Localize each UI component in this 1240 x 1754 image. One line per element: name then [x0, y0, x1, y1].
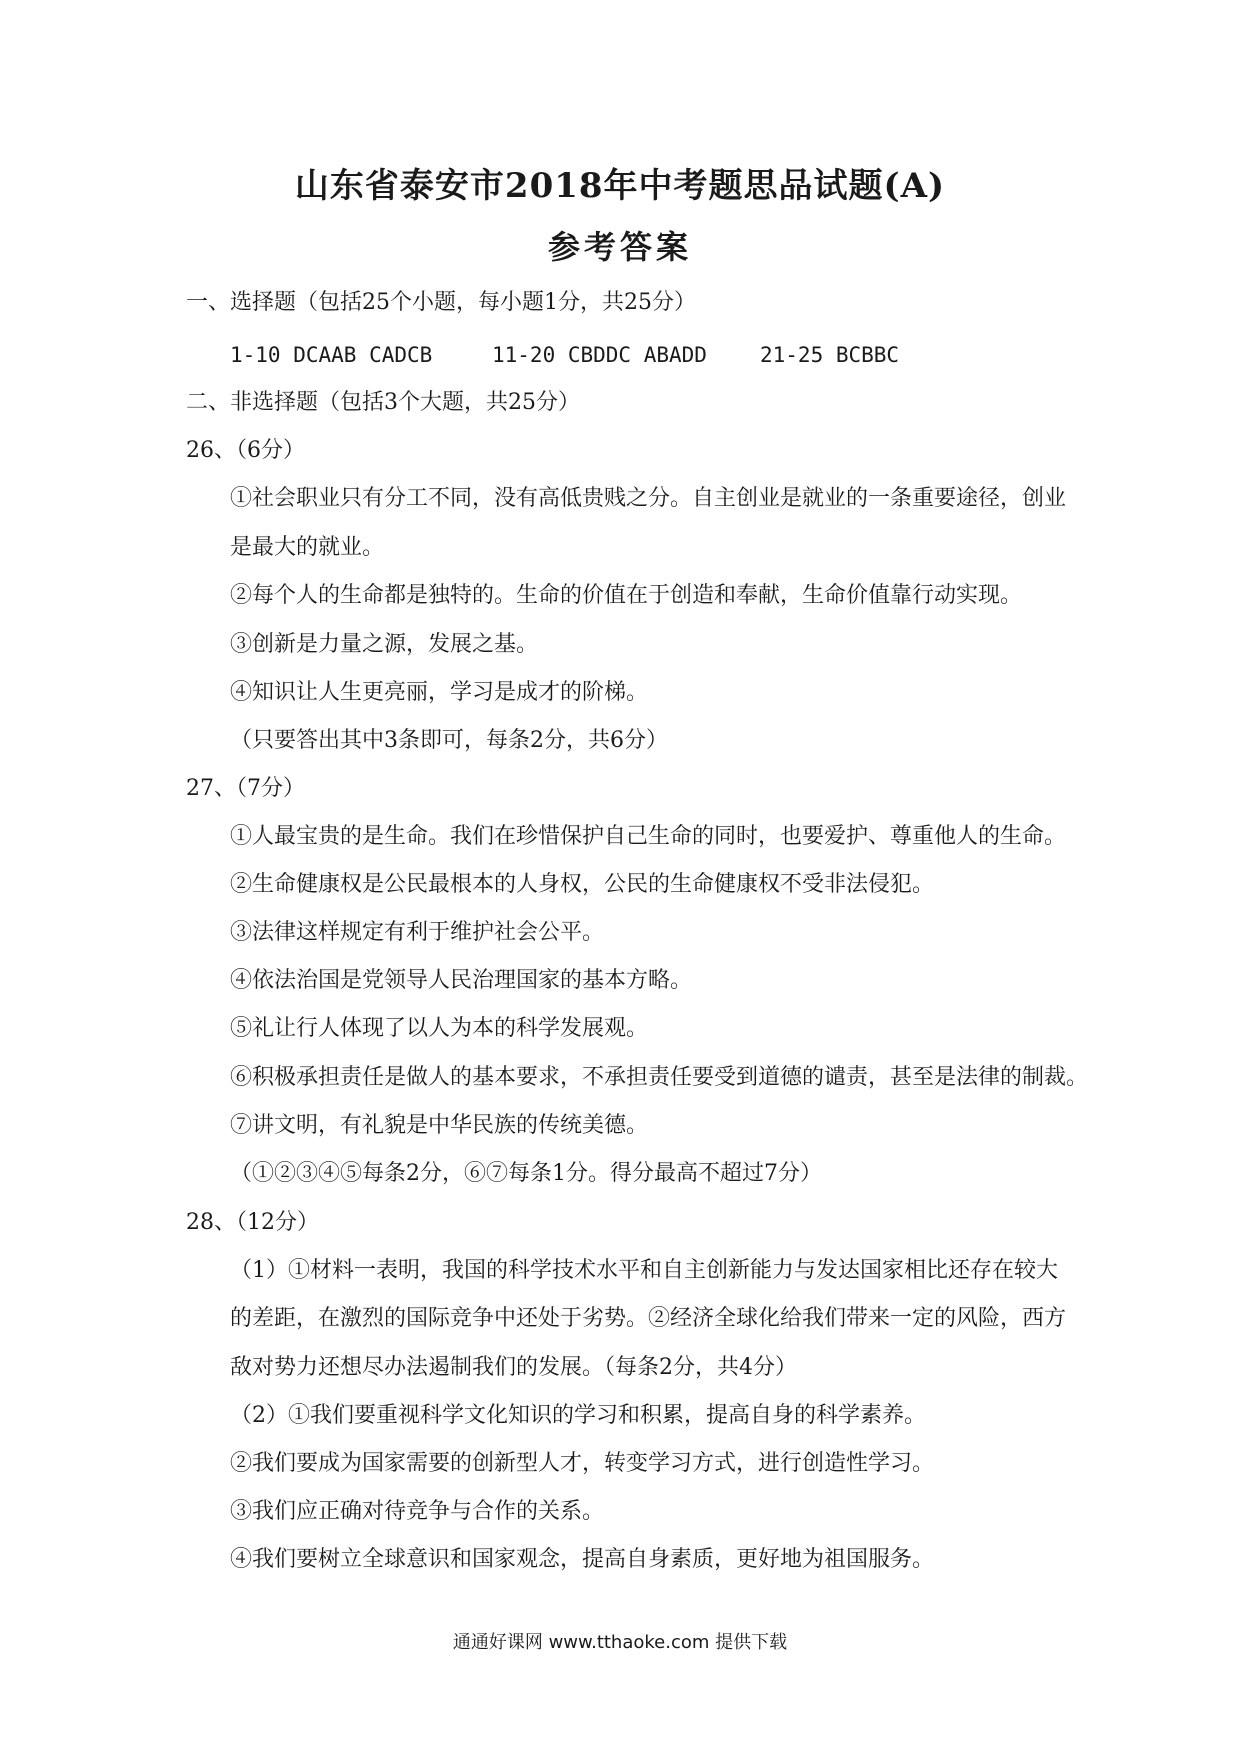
document-title: 山东省泰安市2018年中考题思品试题(A): [294, 166, 946, 206]
q26-line: ②每个人的生命都是独特的。生命的价值在于创造和奉献，生命价值靠行动实现。: [230, 583, 1023, 608]
q28-line: （2）①我们要重视科学文化知识的学习和积累，提高自身的科学素养。: [230, 1403, 926, 1428]
answer-group: 11-20 CBDDC ABADD: [492, 343, 707, 367]
q28-line: 的差距，在激烈的国际竞争中还处于劣势。②经济全球化给我们带来一定的风险，西方: [230, 1306, 1067, 1331]
q26-line: ④知识让人生更亮丽，学习是成才的阶梯。: [230, 680, 649, 705]
q26-scoring-note: （只要答出其中3条即可，每条2分，共6分）: [230, 728, 668, 753]
answer-group: 1-10 DCAAB CADCB: [230, 343, 433, 367]
section2-heading: 二、非选择题（包括3个大题，共25分）: [186, 390, 580, 415]
q26-line: 是最大的就业。: [230, 535, 385, 560]
q27-line: ⑤礼让行人体现了以人为本的科学发展观。: [230, 1016, 649, 1041]
q27-scoring-note: （①②③④⑤每条2分，⑥⑦每条1分。得分最高不超过7分）: [230, 1161, 822, 1186]
section1-heading: 一、选择题（包括25个小题，每小题1分，共25分）: [186, 290, 696, 315]
q27-line: ①人最宝贵的是生命。我们在珍惜保护自己生命的同时，也要爱护、尊重他人的生命。: [230, 824, 1067, 849]
q27-line: ⑦讲文明，有礼貌是中华民族的传统美德。: [230, 1113, 649, 1138]
q28-line: （1）①材料一表明，我国的科学技术水平和自主创新能力与发达国家相比还存在较大: [230, 1258, 1058, 1283]
q27-line: ④依法治国是党领导人民治理国家的基本方略。: [230, 968, 693, 993]
q27-line: ③法律这样规定有利于维护社会公平。: [230, 920, 605, 945]
footer-source: 通通好课网 www.tthaoke.com 提供下载: [452, 1632, 788, 1653]
q26-line: ③创新是力量之源，发展之基。: [230, 632, 539, 657]
q27-label: 27、（7分）: [186, 776, 305, 801]
q26-line: ①社会职业只有分工不同，没有高低贵贱之分。自主创业是就业的一条重要途径，创业: [230, 486, 1067, 511]
q27-line: ②生命健康权是公民最根本的人身权，公民的生命健康权不受非法侵犯。: [230, 872, 935, 897]
q26-label: 26、（6分）: [186, 438, 305, 463]
document-subtitle: 参考答案: [547, 228, 692, 266]
q27-line: ⑥积极承担责任是做人的基本要求，不承担责任要受到道德的谴责，甚至是法律的制裁。: [230, 1065, 1089, 1090]
q28-label: 28、（12分）: [186, 1210, 319, 1235]
q28-line: ④我们要树立全球意识和国家观念，提高自身素质，更好地为祖国服务。: [230, 1547, 935, 1572]
q28-line: ②我们要成为国家需要的创新型人才，转变学习方式，进行创造性学习。: [230, 1451, 935, 1476]
q28-line: 敌对势力还想尽办法遏制我们的发展。（每条2分，共4分）: [230, 1355, 797, 1380]
q28-line: ③我们应正确对待竞争与合作的关系。: [230, 1499, 605, 1524]
answer-group: 21-25 BCBBC: [760, 343, 900, 367]
